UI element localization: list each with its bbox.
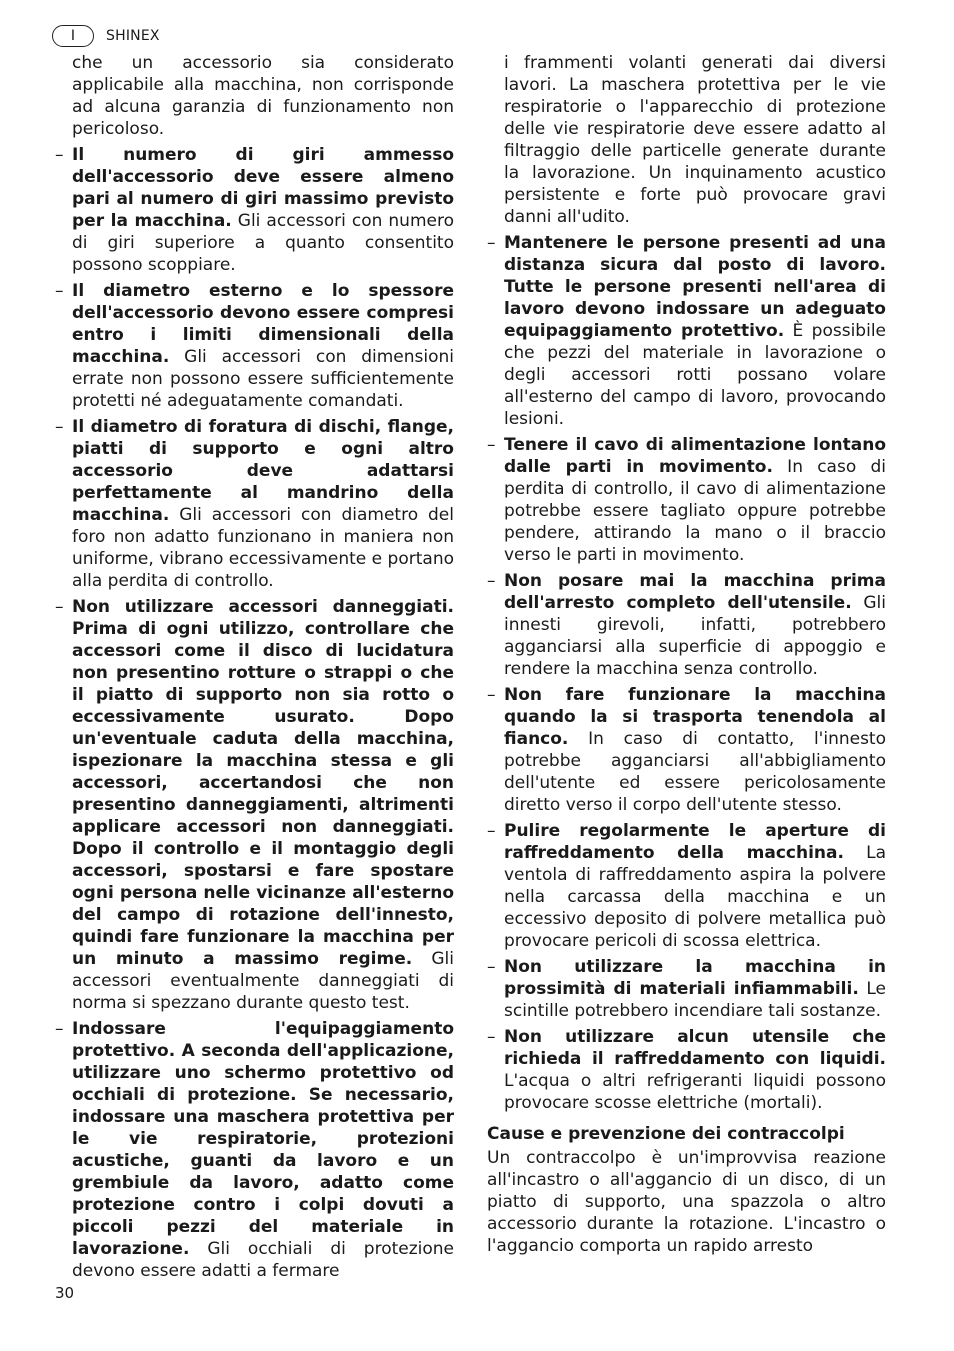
dash-marker: –: [487, 571, 496, 591]
list-item: [487, 1026, 886, 1114]
section-title: Cause e prevenzione dei contraccolpi: [487, 1124, 845, 1144]
item-text: i frammenti volanti generati dai diversi lavori. La maschera protettiva per le vie respiratorie o l'apparecchio di protezione delle vie respiratorie deve essere adatto al filtraggio delle particelle generate durante la lavorazione. Un inquinamento acustico persistente e forte può provocare gravi danni all'udito.: [504, 53, 886, 227]
item-text: In caso di contatto, l'innesto potrebbe agganciarsi all'abbigliamento dell'utente ed essere pericolosamente diretto verso il corpo dell'utente stesso.: [504, 729, 886, 815]
brand-name: SHINEX: [106, 28, 160, 44]
item-text: L'acqua o altri refrigeranti liquidi possono provocare scosse elettriche (mortali).: [504, 1071, 886, 1113]
left-column: [55, 52, 454, 1286]
list-item: [487, 956, 886, 1022]
dash-marker: –: [55, 417, 64, 437]
page-header: [52, 24, 160, 48]
item-text: Gli occhiali di protezione devono essere adatti a fermare: [72, 1239, 454, 1281]
dash-marker: –: [55, 597, 64, 617]
item-bold-text: Pulire regolarmente le aperture di raffreddamento della macchina.: [504, 821, 886, 863]
list-item: [55, 280, 454, 412]
dash-marker: –: [487, 821, 496, 841]
item-bold-text: Non utilizzare accessori danneggiati. Prima di ogni utilizzo, controllare che accessori come il disco di lucidatura non presentino rotture o strappi o che il piatto di supporto non sia rotto o eccessivamente usurato. Dopo un'eventuale caduta della macchina, ispezionare la macchina stessa e gli accessori, accertandosi che non presentino danneggiamenti, altrimenti applicare accessori non danneggiati. Dopo il controllo e il montaggio degli accessori, spostarsi e fare spostare ogni persona nelle vicinanze all'esterno del campo di rotazione dell'innesto, quindi fare funzionare la macchina per un minuto a massimo regime.: [72, 597, 454, 969]
list-item: [487, 232, 886, 430]
item-bold-text: Indossare l'equipaggiamento protettivo. A seconda dell'applicazione, utilizzare uno schermo protettivo od occhiali di protezione. Se necessario, indossare una maschera protettiva per le vie respiratorie, protezioni acustiche, guanti da lavoro e un grembiule da lavoro, adatto come protezione contro i colpi dovuti a piccoli pezzi del materiale in lavorazione.: [72, 1019, 454, 1259]
section-paragraph: Un contraccolpo è un'improvvisa reazione all'incastro o all'aggancio di un disco, di un piatto di supporto, una spazzola o altro accessorio durante la rotazione. L'incastro o l'aggancio comporta un rapido arresto: [487, 1148, 886, 1256]
dash-marker: –: [487, 435, 496, 455]
item-bold-text: Il diametro di foratura di dischi, flange, piatti di supporto e ogni altro accessorio deve adattarsi perfettamente al mandrino della macchina.: [72, 417, 454, 525]
list-item: [55, 1018, 454, 1282]
list-item: [55, 52, 454, 140]
item-text: che un accessorio sia considerato applicabile alla macchina, non corrisponde ad alcuna garanzia di funzionamento non pericoloso.: [72, 53, 454, 139]
item-text: Gli accessori con dimensioni errate non possono essere sufficientemente protetti né adeguatamente comandati.: [72, 347, 454, 411]
list-item: [487, 434, 886, 566]
dash-marker: –: [55, 1019, 64, 1039]
list-item: [55, 416, 454, 592]
item-text: Gli accessori eventualmente danneggiati di norma si spezzano durante questo test.: [72, 949, 454, 1013]
item-bold-text: Non fare funzionare la macchina quando la si trasporta tenendola al fianco.: [504, 685, 886, 749]
list-item: [55, 596, 454, 1014]
item-text: Gli accessori con diametro del foro non adatto funzionano in maniera non uniforme, vibrano eccessivamente e portano alla perdita di controllo.: [72, 505, 454, 591]
item-bold-text: Il diametro esterno e lo spessore dell'accessorio devono essere compresi entro i limiti dimensionali della macchina.: [72, 281, 454, 367]
dash-marker: –: [487, 685, 496, 705]
dash-marker: –: [55, 145, 64, 165]
item-bold-text: Tenere il cavo di alimentazione lontano dalle parti in movimento.: [504, 435, 886, 477]
item-bold-text: Non posare mai la macchina prima dell'arresto completo dell'utensile.: [504, 571, 886, 613]
list-item: [487, 52, 886, 228]
list-item: [55, 144, 454, 276]
language-badge: I: [52, 25, 94, 47]
item-bold-text: Non utilizzare alcun utensile che richieda il raffreddamento con liquidi.: [504, 1027, 886, 1069]
item-text: Gli innesti girevoli, infatti, potrebbero agganciarsi alla superficie di appoggio e rendere la macchina senza controllo.: [504, 593, 886, 679]
right-column: [487, 52, 886, 1257]
item-text: In caso di perdita di controllo, il cavo di alimentazione potrebbe essere tagliato oppure potrebbe pendere, attirando la mano o il braccio verso le parti in movimento.: [504, 457, 886, 565]
item-bold-text: Il numero di giri ammesso dell'accessorio deve essere almeno pari al numero di giri massimo previsto per la macchina.: [72, 145, 454, 231]
dash-marker: –: [487, 1027, 496, 1047]
item-text: Le scintille potrebbero incendiare tali sostanze.: [504, 979, 886, 1021]
list-item: [487, 570, 886, 680]
item-text: Gli accessori con numero di giri superiore a quanto consentito possono scoppiare.: [72, 211, 454, 275]
list-item: [487, 684, 886, 816]
page-number: 30: [55, 1284, 75, 1302]
dash-marker: –: [55, 281, 64, 301]
item-bold-text: Mantenere le persone presenti ad una distanza sicura dal posto di lavoro. Tutte le persone presenti nell'area di lavoro devono indossare un adeguato equipaggiamento protettivo.: [504, 233, 886, 341]
dash-marker: –: [487, 957, 496, 977]
list-item: [487, 820, 886, 952]
item-text: È possibile che pezzi del materiale in lavorazione o degli accessori rotti possano volare all'esterno del campo di lavoro, provocando lesioni.: [504, 321, 886, 429]
item-bold-text: Non utilizzare la macchina in prossimità di materiali infiammabili.: [504, 957, 886, 999]
dash-marker: –: [487, 233, 496, 253]
item-text: La ventola di raffreddamento aspira la polvere nella carcassa della macchina e un eccessivo deposito di polvere metallica può provocare pericoli di scossa elettrica.: [504, 843, 887, 951]
